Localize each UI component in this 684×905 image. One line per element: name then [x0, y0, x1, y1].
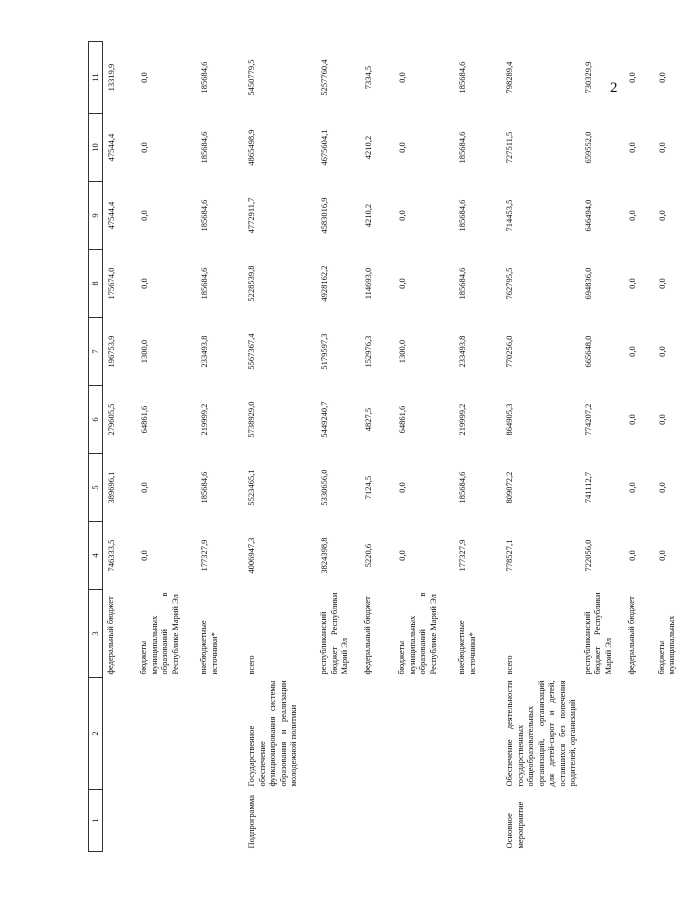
value-cell: 774207,2: [582, 403, 593, 436]
value-cell: 3824398,8: [319, 537, 329, 574]
row-name-cell: [454, 678, 498, 790]
value-cell: 196753,9: [105, 335, 116, 368]
table-row: [360, 42, 394, 852]
value-cell: 4583016,9: [319, 197, 329, 234]
row-name-cell: Государственное обеспечение функционирования системы образования и реализации молодежной политики: [246, 680, 298, 787]
funding-source-cell: республиканский бюджет Республики Марий Эл: [581, 592, 613, 675]
row-name-cell: [136, 678, 196, 790]
value-cell: 741112,7: [582, 471, 593, 504]
row-name-cell: [102, 678, 136, 790]
row-name-cell: [316, 678, 360, 790]
funding-source-cell: внебюджетные источники*: [198, 620, 219, 675]
value-cell: 5523465,1: [246, 469, 256, 506]
budget-table: [88, 41, 684, 852]
value-cell: 0,0: [626, 210, 637, 221]
value-cell: 185684,6: [199, 199, 209, 232]
value-cell: 646494,0: [582, 199, 593, 232]
funding-source-cell: федеральный бюджет: [362, 596, 372, 675]
value-cell: 4675604,1: [319, 129, 329, 166]
value-cell: 13319,9: [105, 63, 116, 92]
row-type-cell: [454, 790, 498, 852]
value-cell: 0,0: [139, 72, 149, 83]
value-cell: 185684,6: [199, 61, 209, 94]
header-cell: 8: [89, 250, 103, 318]
value-cell: 5450779,5: [246, 59, 256, 96]
header-cell: 4: [89, 522, 103, 590]
value-cell: 0,0: [656, 482, 667, 493]
row-type-cell: [136, 790, 196, 852]
row-type-cell: Подпрограмма: [246, 795, 256, 849]
value-cell: 746333,5: [105, 539, 116, 572]
row-type-cell: [654, 790, 684, 852]
value-cell: 762795,5: [504, 267, 514, 300]
value-cell: 0,0: [397, 72, 407, 83]
value-cell: 0,0: [139, 550, 149, 561]
header-cell: 6: [89, 386, 103, 454]
value-cell: 0,0: [656, 414, 667, 425]
value-cell: 1300,0: [139, 339, 149, 364]
row-type-cell: [196, 790, 240, 852]
row-type-cell: [580, 790, 624, 852]
value-cell: 0,0: [626, 142, 637, 153]
funding-source-cell: федеральный бюджет: [104, 596, 115, 675]
value-cell: 5228539,8: [246, 265, 256, 302]
funding-source-cell: бюджеты муниципальных образований в Республике Марий Эл: [396, 592, 438, 675]
table-row: [196, 42, 240, 852]
value-cell: 4772911,7: [246, 197, 256, 234]
value-cell: 778527,1: [504, 539, 514, 572]
row-name-cell: [196, 678, 240, 790]
value-cell: 0,0: [656, 346, 667, 357]
value-cell: 1300,0: [397, 339, 407, 364]
table-row: [580, 42, 624, 852]
funding-source-cell: всего: [246, 655, 256, 675]
funding-source-cell: бюджеты муниципальных: [655, 615, 676, 675]
value-cell: 185684,6: [457, 199, 467, 232]
value-cell: 798289,4: [504, 61, 514, 94]
table-row: [394, 42, 454, 852]
value-cell: 694836,0: [582, 267, 593, 300]
value-cell: 0,0: [397, 142, 407, 153]
header-cell: 1: [89, 790, 103, 852]
value-cell: 152976,3: [363, 335, 373, 368]
row-type-cell: [394, 790, 454, 852]
value-cell: 5179597,3: [319, 333, 329, 370]
table-row: [136, 42, 196, 852]
value-cell: 0,0: [626, 414, 637, 425]
value-cell: 185684,6: [199, 131, 209, 164]
value-cell: 4865498,9: [246, 129, 256, 166]
value-cell: 0,0: [139, 482, 149, 493]
header-cell: 10: [89, 114, 103, 182]
value-cell: 233493,8: [457, 335, 467, 368]
value-cell: 0,0: [139, 278, 149, 289]
value-cell: 219999,2: [457, 403, 467, 436]
header-cell: 7: [89, 318, 103, 386]
value-cell: 659552,0: [582, 131, 593, 164]
table-row: [240, 42, 316, 852]
value-cell: 809072,2: [504, 471, 514, 504]
value-cell: 722056,0: [582, 539, 593, 572]
value-cell: 0,0: [139, 142, 149, 153]
value-cell: 0,0: [139, 210, 149, 221]
value-cell: 5257760,4: [319, 59, 329, 96]
row-type-cell: [624, 790, 654, 852]
value-cell: 0,0: [656, 278, 667, 289]
value-cell: 185684,6: [457, 471, 467, 504]
value-cell: 0,0: [656, 142, 667, 153]
row-type-cell: [316, 790, 360, 852]
value-cell: 4827,5: [363, 407, 373, 432]
value-cell: 730329,9: [582, 61, 593, 94]
value-cell: 714453,5: [504, 199, 514, 232]
value-cell: 64861,6: [397, 405, 407, 434]
table-row: [102, 42, 136, 852]
value-cell: 389696,1: [105, 471, 116, 504]
value-cell: 0,0: [397, 482, 407, 493]
table-row: [316, 42, 360, 852]
value-cell: 0,0: [626, 346, 637, 357]
value-cell: 727511,5: [504, 131, 514, 164]
row-type-cell: [102, 790, 136, 852]
value-cell: 4210,2: [363, 203, 373, 228]
value-cell: 770256,0: [504, 335, 514, 368]
header-cell: 2: [89, 678, 103, 790]
value-cell: 114693,0: [363, 267, 373, 300]
table-row: [654, 42, 684, 852]
value-cell: 864905,3: [504, 403, 514, 436]
row-name-cell: [360, 678, 394, 790]
value-cell: 4006947,3: [246, 537, 256, 574]
row-name-cell: [654, 678, 684, 790]
funding-source-cell: внебюджетные источники*: [456, 620, 477, 675]
value-cell: 5330656,0: [319, 469, 329, 506]
value-cell: 4210,2: [363, 135, 373, 160]
value-cell: 279605,5: [105, 403, 116, 436]
table-row: [454, 42, 498, 852]
value-cell: 47544,4: [105, 133, 116, 162]
value-cell: 175674,0: [105, 267, 116, 300]
table-row: [498, 42, 580, 852]
row-name-cell: [394, 678, 454, 790]
value-cell: 5567367,4: [246, 333, 256, 370]
header-cell: 3: [89, 590, 103, 678]
value-cell: 5449240,7: [319, 401, 329, 438]
value-cell: 0,0: [397, 550, 407, 561]
header-row: [89, 42, 103, 852]
rotated-table-page: [88, 42, 676, 852]
value-cell: 7334,5: [363, 65, 373, 90]
row-name-cell: [624, 678, 654, 790]
value-cell: 0,0: [626, 482, 637, 493]
funding-source-cell: республиканский бюджет Республики Марий Эл: [318, 592, 349, 675]
value-cell: 4928162,2: [319, 265, 329, 302]
funding-source-cell: федеральный бюджет: [625, 596, 636, 675]
value-cell: 177327,9: [199, 539, 209, 572]
value-cell: 185684,6: [457, 267, 467, 300]
value-cell: 47544,4: [105, 201, 116, 230]
value-cell: 185684,6: [199, 267, 209, 300]
funding-source-cell: бюджеты муниципальных образований в Республике Марий Эл: [138, 592, 180, 675]
value-cell: 185684,6: [457, 131, 467, 164]
row-name-cell: [580, 678, 624, 790]
header-cell: 5: [89, 454, 103, 522]
table-row: [624, 42, 654, 852]
value-cell: 665648,0: [582, 335, 593, 368]
value-cell: 0,0: [656, 210, 667, 221]
row-type-cell: [360, 790, 394, 852]
value-cell: 7124,5: [363, 475, 373, 500]
row-name-cell: Обеспечение деятельности государственных общеобразовательных организаций, организаций для детей-сирот и детей, оставшихся без попечения родителей, организаций: [504, 680, 577, 787]
value-cell: 177327,9: [457, 539, 467, 572]
value-cell: 0,0: [397, 210, 407, 221]
header-cell: 9: [89, 182, 103, 250]
value-cell: 0,0: [626, 550, 637, 561]
value-cell: 233493,8: [199, 335, 209, 368]
value-cell: 0,0: [656, 72, 667, 83]
value-cell: 219999,2: [199, 403, 209, 436]
table-body: [102, 42, 684, 852]
value-cell: 185684,6: [457, 61, 467, 94]
value-cell: 0,0: [397, 278, 407, 289]
header-cell: 11: [89, 42, 103, 114]
row-type-cell: Основное мероприятие: [504, 801, 525, 849]
funding-source-cell: всего: [504, 655, 514, 675]
page-number: 2: [610, 80, 618, 96]
value-cell: 0,0: [626, 72, 637, 83]
value-cell: 0,0: [626, 278, 637, 289]
value-cell: 64861,6: [139, 405, 149, 434]
value-cell: 0,0: [656, 550, 667, 561]
value-cell: 5220,6: [363, 543, 373, 568]
value-cell: 5738929,0: [246, 401, 256, 438]
value-cell: 185684,6: [199, 471, 209, 504]
